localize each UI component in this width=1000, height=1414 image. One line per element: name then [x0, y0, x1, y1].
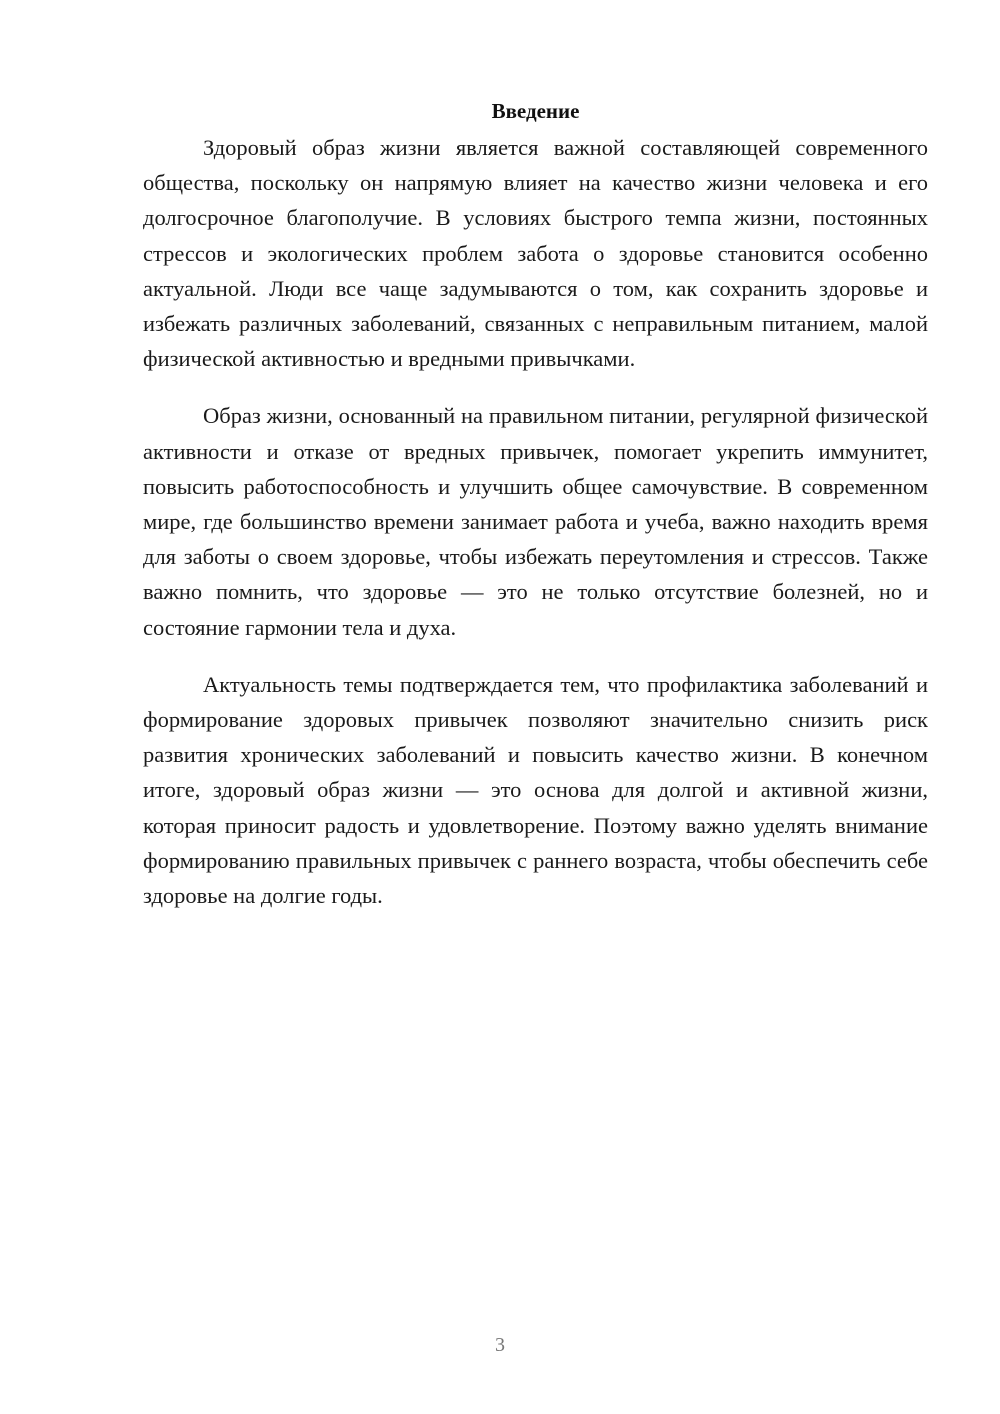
page-content	[143, 96, 928, 935]
paragraph-3: Актуальность темы подтверждается тем, что профилактика заболеваний и формирование здоровых привычек позволяют значительно снизить риск развития хронических заболеваний и повысить качество жизни. В конечном итоге, здоровый образ жизни — это основа для долгой и активной жизни, которая приносит радость и удовлетворение. Поэтому важно уделять внимание формированию правильных привычек с раннего возраста, чтобы обеспечить себе здоровье на долгие годы.	[143, 671, 928, 909]
paragraph-1: Здоровый образ жизни является важной составляющей современного общества, поскольку он напрямую влияет на качество жизни человека и его долгосрочное благополучие. В условиях быстрого темпа жизни, постоянных стрессов и экологических проблем забота о здоровье становится особенно актуальной. Люди все чаще задумываются о том, как сохранить здоровье и избежать различных заболеваний, связанных с неправильным питанием, малой физической активностью и вредными привычками.	[143, 135, 928, 372]
paragraph-2: Образ жизни, основанный на правильном питании, регулярной физической активности и отказе от вредных привычек, помогает укрепить иммунитет, повысить работоспособность и улучшить общее самочувствие. В современном мире, где большинство времени занимает работа и учеба, важно находить время для заботы о своем здоровье, чтобы избежать переутомления и стрессов. Также важно помнить, что здоровье — это не только отсутствие болезней, но и состояние гармонии тела и духа.	[143, 403, 928, 640]
page-number: 3	[495, 1334, 505, 1356]
section-heading: Введение	[491, 99, 580, 123]
